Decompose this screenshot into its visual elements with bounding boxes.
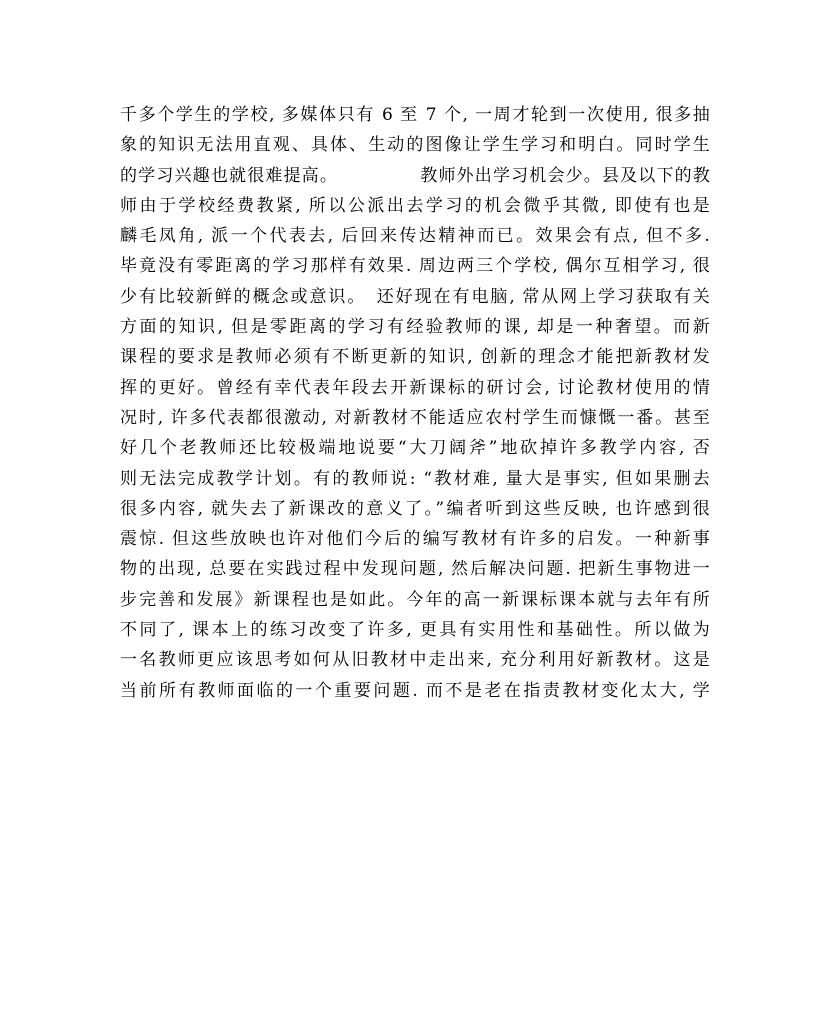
text-line: 当前所有教师面临的一个重要问题. 而不是老在指责教材变化太大, 学 [120, 680, 710, 701]
text-line: 一名教师更应该思考如何从旧教材中走出来, 充分利用好新教材。这是 [120, 650, 710, 671]
text-line: 况时, 许多代表都很激动, 对新教材不能适应农村学生而慷慨一番。甚至 [120, 407, 710, 428]
body-text [120, 100, 710, 706]
text-line: 少有比较新鲜的概念或意识。 还好现在有电脑, 常从网上学习获取有关 [120, 286, 710, 307]
text-line: 步完善和发展》新课程也是如此。今年的高一新课标课本就与去年有所 [120, 589, 710, 610]
text-line: 麟毛凤角, 派一个代表去, 后回来传达精神而已。效果会有点, 但不多. [120, 226, 710, 247]
text-line: 象的知识无法用直观、具体、生动的图像让学生学习和明白。同时学生 [120, 135, 710, 156]
text-line: 震惊. 但这些放映也许对他们今后的编写教材有许多的启发。一种新事 [120, 529, 710, 550]
text-line: 师由于学校经费教紧, 所以公派出去学习的机会微乎其微, 即使有也是 [120, 195, 710, 216]
text-line: 挥的更好。曾经有幸代表年段去开新课标的研讨会, 讨论教材使用的情 [120, 377, 710, 398]
text-line: 方面的知识, 但是零距离的学习有经验教师的课, 却是一种奢望。而新 [120, 317, 710, 338]
text-line: 不同了, 课本上的练习改变了许多, 更具有实用性和基础性。所以做为 [120, 620, 710, 641]
text-line: 很多内容, 就失去了新课改的意义了。”编者听到这些反映, 也许感到很 [120, 498, 710, 519]
text-line: 千多个学生的学校, 多媒体只有 6 至 7 个, 一周才轮到一次使用, 很多抽 [120, 105, 710, 125]
text-line: 物的出现, 总要在实践过程中发现问题, 然后解决问题. 把新生事物进一 [120, 559, 710, 580]
text-line: 课程的要求是教师必须有不断更新的知识, 创新的理念才能把新教材发 [120, 347, 710, 368]
text-line: 毕竟没有零距离的学习那样有效果. 周边两三个学校, 偶尔互相学习, 很 [120, 256, 710, 277]
text-line: 的学习兴趣也就很难提高。 教师外出学习机会少。县及以下的教 [120, 165, 710, 186]
text-line: 好几个老教师还比较极端地说要“大刀阔斧”地砍掉许多教学内容, 否 [120, 438, 710, 459]
text-line: 则无法完成教学计划。有的教师说: “教材难, 量大是事实, 但如果删去 [120, 468, 710, 489]
